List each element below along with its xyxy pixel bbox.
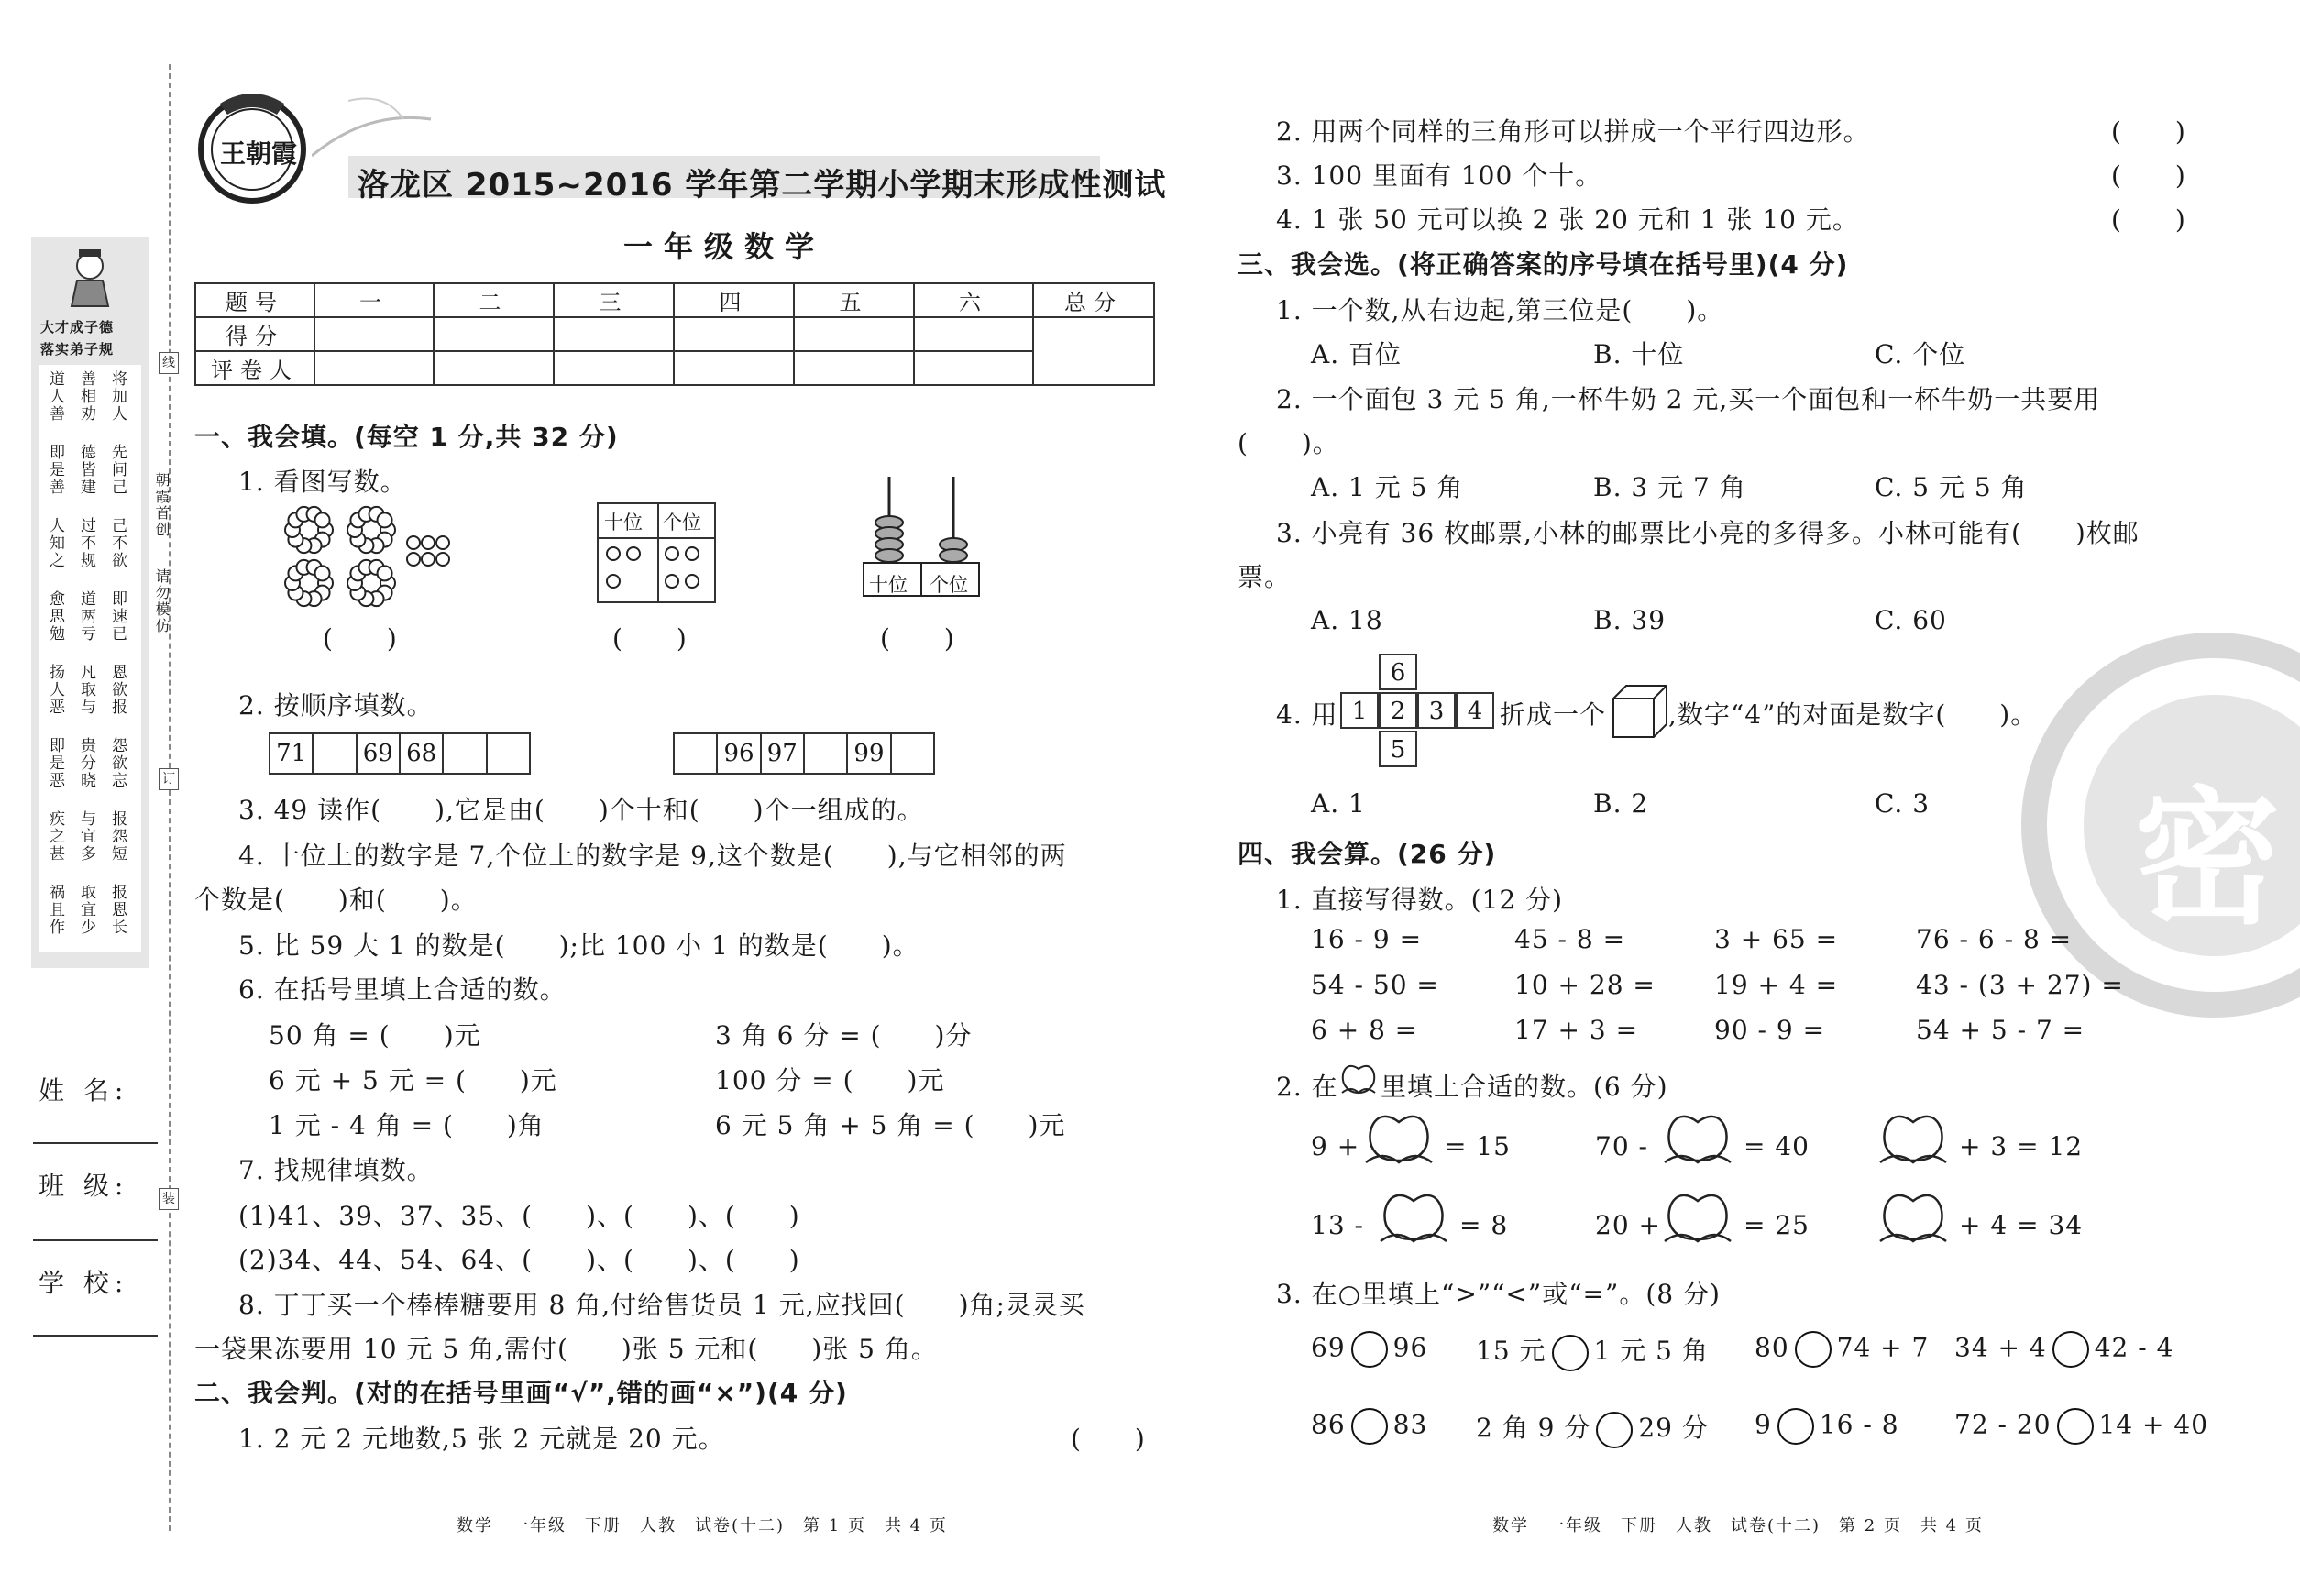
calc-item[interactable]: 43 - (3 + 27) = bbox=[1916, 970, 2124, 1000]
peach-eq-right: = 8 bbox=[1459, 1210, 1509, 1240]
ring bbox=[422, 553, 435, 566]
score-cell[interactable] bbox=[434, 317, 554, 351]
score-cell[interactable] bbox=[314, 317, 434, 351]
s3-q4-pre: 4. 用 bbox=[1276, 699, 1338, 730]
compare-right: 83 bbox=[1392, 1409, 1428, 1440]
score-header: 总分 bbox=[1033, 283, 1154, 317]
compare-circle-blank[interactable] bbox=[1552, 1335, 1589, 1371]
seq-cell: 96 bbox=[718, 734, 761, 773]
motto-column: 报怨短 bbox=[108, 810, 127, 863]
peach-eq-left: 9 + bbox=[1311, 1131, 1360, 1161]
peach-eq-left: 20 + bbox=[1595, 1210, 1661, 1240]
s1-q2: 2. 按顺序填数。 bbox=[238, 690, 434, 721]
s3-q3b: 票。 bbox=[1238, 562, 1292, 592]
motto-column: 过不规 bbox=[77, 517, 95, 569]
sidebar-motto-panel bbox=[31, 237, 149, 968]
s3-q4-post: ,数字“4”的对面是数字( )。 bbox=[1668, 699, 2038, 730]
s1-q6-item: 3 角 6 分 = ( )分 bbox=[715, 1020, 973, 1051]
score-cell[interactable] bbox=[554, 317, 674, 351]
compare-item bbox=[1311, 1331, 1427, 1368]
s1-q8b: 一袋果冻要用 10 元 5 角,需付( )张 5 元和( )张 5 角。 bbox=[194, 1334, 938, 1364]
compare-right: 16 - 8 bbox=[1819, 1409, 1899, 1440]
compare-circle-blank[interactable] bbox=[1777, 1408, 1814, 1445]
s3-option[interactable]: B. 3 元 7 角 bbox=[1593, 472, 1746, 502]
calc-item[interactable]: 90 - 9 = bbox=[1714, 1015, 1826, 1045]
s2-answer-blank[interactable]: ( ) bbox=[1071, 1424, 1146, 1454]
s3-q2b: ( )。 bbox=[1238, 428, 1339, 458]
compare-item bbox=[1476, 1408, 1709, 1448]
s2-answer-blank[interactable]: ( ) bbox=[2111, 204, 2186, 235]
scholar-icon bbox=[64, 244, 116, 308]
s3-q2a: 2. 一个面包 3 元 5 角,一杯牛奶 2 元,买一个面包和一杯牛奶一共要用 bbox=[1276, 384, 2101, 414]
compare-item bbox=[1954, 1331, 2173, 1368]
class-label: 班 级: bbox=[39, 1171, 129, 1201]
s3-option[interactable]: C. 3 bbox=[1875, 788, 1931, 819]
score-header: 题号 bbox=[195, 283, 314, 317]
calc-item[interactable]: 3 + 65 = bbox=[1714, 924, 1839, 954]
s3-option[interactable]: C. 个位 bbox=[1875, 339, 1966, 369]
compare-right: 96 bbox=[1392, 1332, 1428, 1363]
peach-eq-right: = 40 bbox=[1744, 1131, 1810, 1161]
class-field[interactable] bbox=[33, 1239, 158, 1241]
compare-circle-blank[interactable] bbox=[2052, 1331, 2089, 1368]
motto-column: 报恩长 bbox=[108, 884, 127, 936]
name-field[interactable] bbox=[33, 1142, 158, 1144]
watermark-char: 密 bbox=[2134, 773, 2282, 944]
ring bbox=[407, 536, 420, 549]
peach-icon bbox=[1338, 1062, 1379, 1098]
motto-column: 贵分晓 bbox=[77, 737, 95, 789]
net-cell: 2 bbox=[1379, 692, 1417, 729]
motto-column: 德皆建 bbox=[77, 444, 95, 496]
seq-cell: 97 bbox=[762, 734, 805, 773]
score-row-label: 得分 bbox=[195, 317, 314, 351]
total-score-cell[interactable] bbox=[1033, 317, 1154, 385]
peach-blank-icon[interactable] bbox=[1360, 1109, 1437, 1176]
ring bbox=[407, 553, 420, 566]
motto-column: 道两亏 bbox=[77, 590, 95, 643]
s1-q6-item: 50 角 = ( )元 bbox=[269, 1020, 481, 1051]
s3-q1: 1. 一个数,从右边起,第三位是( )。 bbox=[1276, 295, 1724, 325]
seq-cell: 71 bbox=[270, 734, 314, 773]
s3-q3a: 3. 小亮有 36 枚邮票,小林的邮票比小亮的多得多。小林可能有( )枚邮 bbox=[1276, 518, 2140, 548]
compare-left: 34 + 4 bbox=[1954, 1332, 2047, 1363]
score-header: 六 bbox=[914, 283, 1033, 317]
seq-cell[interactable] bbox=[675, 734, 718, 773]
net-cell: 6 bbox=[1379, 654, 1417, 690]
compare-left: 15 元 bbox=[1476, 1336, 1546, 1366]
s3-option[interactable]: B. 2 bbox=[1593, 788, 1649, 819]
footer-left: 数学 一年级 下册 人教 试卷(十二) 第 1 页 共 4 页 bbox=[457, 1516, 948, 1535]
section1-heading: 一、我会填。(每空 1 分,共 32 分) bbox=[194, 422, 619, 452]
motto-line-2: 落实弟子规 bbox=[40, 341, 115, 358]
s1-q8a: 8. 丁丁买一个棒棒糖要用 8 角,付给售货员 1 元,应找回( )角;灵灵买 bbox=[238, 1290, 1085, 1320]
peach-blank-icon[interactable] bbox=[1659, 1188, 1736, 1255]
peach-blank-icon[interactable] bbox=[1659, 1109, 1736, 1176]
compare-right: 42 - 4 bbox=[2094, 1332, 2174, 1363]
calc-item[interactable]: 45 - 8 = bbox=[1514, 924, 1626, 954]
calc-item[interactable]: 54 + 5 - 7 = bbox=[1916, 1015, 2085, 1045]
motto-column: 怨欲忘 bbox=[108, 737, 127, 789]
score-header: 二 bbox=[434, 283, 554, 317]
section4-heading: 四、我会算。(26 分) bbox=[1238, 839, 1497, 869]
net-cell: 4 bbox=[1456, 692, 1494, 729]
motto-column: 恩欲报 bbox=[108, 664, 127, 716]
net-cell: 1 bbox=[1340, 692, 1379, 729]
ring bbox=[436, 536, 449, 549]
abacus-tens-label: 十位 bbox=[869, 574, 908, 596]
peach-eq-left: 70 - bbox=[1595, 1131, 1648, 1161]
s2-item: 4. 1 张 50 元可以换 2 张 20 元和 1 张 10 元。 bbox=[1276, 204, 1859, 235]
compare-item bbox=[1954, 1408, 2208, 1445]
ring bbox=[436, 553, 449, 566]
s1-q1: 1. 看图写数。 bbox=[238, 467, 407, 497]
s2-item: 3. 100 里面有 100 个十。 bbox=[1276, 160, 1602, 191]
s2-item: 2. 用两个同样的三角形可以拼成一个平行四边形。 bbox=[1276, 116, 1870, 147]
seq-cell[interactable] bbox=[892, 734, 933, 773]
s2-item: 1. 2 元 2 元地数,5 张 2 元就是 20 元。 bbox=[238, 1424, 725, 1454]
tens-label: 十位 bbox=[604, 512, 643, 534]
calc-item[interactable]: 54 - 50 = bbox=[1311, 970, 1439, 1000]
s1-q3: 3. 49 读作( ),它是由( )个十和( )个一组成的。 bbox=[238, 795, 924, 825]
peach-eq-left: 13 - bbox=[1311, 1210, 1364, 1240]
grader-cell[interactable] bbox=[434, 351, 554, 385]
calc-item[interactable]: 76 - 6 - 8 = bbox=[1916, 924, 2073, 954]
seq-cell: 99 bbox=[848, 734, 891, 773]
score-table bbox=[194, 282, 1155, 386]
motto-column: 先问己 bbox=[108, 444, 127, 496]
ring bbox=[315, 512, 330, 527]
s1-q7: 7. 找规律填数。 bbox=[238, 1155, 434, 1185]
compare-left: 69 bbox=[1311, 1332, 1346, 1363]
ring-bundles-icon bbox=[280, 502, 454, 612]
compare-left: 72 - 20 bbox=[1954, 1409, 2052, 1440]
s1-q4b: 个数是( )和( )。 bbox=[194, 885, 478, 915]
sequence-box-2[interactable] bbox=[673, 732, 935, 775]
name-label: 姓 名: bbox=[39, 1075, 129, 1106]
score-cell[interactable] bbox=[794, 317, 914, 351]
motto-column: 即是恶 bbox=[46, 737, 64, 789]
exam-subtitle: 一年级数学 bbox=[623, 229, 826, 264]
seq-cell[interactable] bbox=[805, 734, 848, 773]
motto-column: 凡取与 bbox=[77, 664, 95, 716]
section3-heading: 三、我会选。(将正确答案的序号填在括号里)(4 分) bbox=[1238, 249, 1849, 280]
s3-option[interactable]: C. 5 元 5 角 bbox=[1875, 472, 2028, 502]
s4-q1: 1. 直接写得数。(12 分) bbox=[1276, 885, 1563, 915]
seq-cell[interactable] bbox=[314, 734, 357, 773]
compare-item bbox=[1311, 1408, 1427, 1445]
peach-blank-icon[interactable] bbox=[1875, 1188, 1952, 1255]
s1-q7a: (1)41、39、37、35、( )、( )、( ) bbox=[238, 1201, 800, 1231]
compare-circle-blank[interactable] bbox=[1351, 1331, 1388, 1368]
compare-circle-blank[interactable] bbox=[1351, 1408, 1388, 1445]
motto-column: 愈思勉 bbox=[46, 590, 64, 643]
motto-column: 取宜少 bbox=[77, 884, 95, 936]
grader-cell[interactable] bbox=[314, 351, 434, 385]
motto-columns bbox=[39, 365, 141, 952]
peach-eq-right: = 15 bbox=[1445, 1131, 1511, 1161]
motto-line-1: 大才成子德 bbox=[40, 319, 115, 336]
calc-item[interactable]: 6 + 8 = bbox=[1311, 1015, 1418, 1045]
score-header: 三 bbox=[554, 283, 674, 317]
compare-right: 74 + 7 bbox=[1836, 1332, 1930, 1363]
peach-blank-icon[interactable] bbox=[1375, 1188, 1452, 1255]
logo-text: 王朝霞 bbox=[220, 138, 298, 169]
school-label: 学 校: bbox=[39, 1268, 129, 1298]
s1-q7b: (2)34、44、54、64、( )、( )、( ) bbox=[238, 1245, 800, 1275]
peach-eq-right: = 25 bbox=[1744, 1210, 1810, 1240]
s4-q2-post: 里填上合适的数。(6 分) bbox=[1381, 1072, 1668, 1102]
net-cell: 3 bbox=[1417, 692, 1456, 729]
motto-column: 将加人 bbox=[108, 370, 127, 423]
s1-q6-item: 6 元 + 5 元 = ( )元 bbox=[269, 1065, 557, 1095]
ring bbox=[378, 566, 392, 580]
compare-left: 2 角 9 分 bbox=[1476, 1413, 1591, 1443]
sequence-box-1[interactable] bbox=[269, 732, 531, 775]
motto-column: 疾之甚 bbox=[46, 810, 64, 863]
ones-label: 个位 bbox=[663, 512, 701, 534]
ring bbox=[315, 566, 330, 580]
compare-right: 14 + 40 bbox=[2098, 1409, 2209, 1440]
s1-q4a: 4. 十位上的数字是 7,个位上的数字是 9,这个数是( ),与它相邻的两 bbox=[238, 841, 1067, 871]
ribbon-decoration bbox=[312, 92, 440, 165]
s3-option[interactable]: A. 1 元 5 角 bbox=[1311, 472, 1464, 502]
grader-cell[interactable] bbox=[674, 351, 794, 385]
motto-column: 人知之 bbox=[46, 517, 64, 569]
s3-option[interactable]: B. 十位 bbox=[1593, 339, 1685, 369]
s2-answer-blank[interactable]: ( ) bbox=[2111, 116, 2186, 147]
compare-circle-blank[interactable] bbox=[1596, 1412, 1633, 1448]
net-cell: 5 bbox=[1379, 731, 1417, 767]
ring bbox=[378, 512, 392, 527]
calc-item[interactable]: 16 - 9 = bbox=[1311, 924, 1423, 954]
s3-option[interactable]: A. 1 bbox=[1311, 788, 1366, 819]
ring bbox=[422, 536, 435, 549]
motto-column: 善相劝 bbox=[77, 370, 95, 423]
s1-q5: 5. 比 59 大 1 的数是( );比 100 小 1 的数是( )。 bbox=[238, 930, 919, 961]
s3-option[interactable]: A. 百位 bbox=[1311, 339, 1403, 369]
s1-q6-item: 1 元 - 4 角 = ( )角 bbox=[269, 1110, 545, 1140]
abacus-ones-label: 个位 bbox=[930, 574, 968, 596]
calc-item[interactable]: 10 + 28 = bbox=[1514, 970, 1656, 1000]
grader-cell[interactable] bbox=[914, 351, 1033, 385]
motto-column: 即速已 bbox=[108, 590, 127, 643]
compare-circle-blank[interactable] bbox=[2057, 1408, 2094, 1445]
s4-q2-pre: 2. 在 bbox=[1276, 1072, 1338, 1102]
seal-mark-1: 线 bbox=[159, 352, 179, 374]
s4-q3: 3. 在○里填上“>”“<”或“=”。(8 分) bbox=[1276, 1279, 1721, 1309]
s3-option[interactable]: C. 60 bbox=[1875, 605, 1947, 635]
compare-item bbox=[1476, 1331, 1709, 1371]
peach-blank-icon[interactable] bbox=[1875, 1109, 1952, 1176]
calc-item[interactable]: 19 + 4 = bbox=[1714, 970, 1839, 1000]
s1-q6-item: 6 元 5 角 + 5 角 = ( )元 bbox=[715, 1110, 1066, 1140]
grader-cell[interactable] bbox=[554, 351, 674, 385]
peach-eq-right: + 3 = 12 bbox=[1959, 1131, 2084, 1161]
s1-q1-blank-2[interactable]: ( ) bbox=[612, 623, 688, 654]
motto-column: 扬人恶 bbox=[46, 664, 64, 716]
footer-right: 数学 一年级 下册 人教 试卷(十二) 第 2 页 共 4 页 bbox=[1492, 1516, 1984, 1535]
watermark-seal bbox=[2021, 633, 2300, 1018]
seq-cell[interactable] bbox=[444, 734, 487, 773]
score-header: 五 bbox=[794, 283, 914, 317]
score-header: 四 bbox=[674, 283, 794, 317]
peach-eq-right: + 4 = 34 bbox=[1959, 1210, 2084, 1240]
compare-left: 86 bbox=[1311, 1409, 1346, 1440]
compare-right: 29 分 bbox=[1638, 1413, 1709, 1443]
s1-q1-blank-1[interactable]: ( ) bbox=[323, 623, 398, 654]
compare-circle-blank[interactable] bbox=[1795, 1331, 1832, 1368]
motto-column: 祸且作 bbox=[46, 884, 64, 936]
compare-right: 1 元 5 角 bbox=[1593, 1336, 1709, 1366]
grader-cell[interactable] bbox=[794, 351, 914, 385]
motto-column: 道人善 bbox=[46, 370, 64, 423]
s1-q1-blank-3[interactable]: ( ) bbox=[880, 623, 955, 654]
exam-title: 洛龙区 2015~2016 学年第二学期小学期末形成性测试 bbox=[358, 167, 1167, 204]
motto-column: 与宜多 bbox=[77, 810, 95, 863]
motto-column: 即是善 bbox=[46, 444, 64, 496]
school-field[interactable] bbox=[33, 1335, 158, 1337]
binding-line bbox=[169, 64, 171, 1531]
motto-column: 己不欲 bbox=[108, 517, 127, 569]
s2-answer-blank[interactable]: ( ) bbox=[2111, 160, 2186, 191]
score-cell[interactable] bbox=[674, 317, 794, 351]
score-cell[interactable] bbox=[914, 317, 1033, 351]
cube-icon bbox=[1612, 684, 1668, 739]
seq-cell[interactable] bbox=[488, 734, 529, 773]
s3-option[interactable]: A. 18 bbox=[1311, 605, 1383, 635]
score-header: 一 bbox=[314, 283, 434, 317]
section2-heading: 二、我会判。(对的在括号里画“√”,错的画“×”)(4 分) bbox=[194, 1378, 848, 1408]
margin-note-1: 朝霞首创 bbox=[153, 472, 171, 538]
s1-q6: 6. 在括号里填上合适的数。 bbox=[238, 974, 567, 1005]
seal-mark-2: 订 bbox=[159, 768, 179, 790]
seq-cell: 69 bbox=[358, 734, 401, 773]
seq-cell: 68 bbox=[401, 734, 444, 773]
compare-item bbox=[1755, 1408, 1899, 1445]
compare-left: 80 bbox=[1755, 1332, 1789, 1363]
s3-q4-mid: 折成一个 bbox=[1500, 699, 1607, 730]
s3-option[interactable]: B. 39 bbox=[1593, 605, 1667, 635]
place-value-chart bbox=[597, 502, 716, 603]
grader-row-label: 评卷人 bbox=[195, 351, 314, 385]
seal-mark-3: 装 bbox=[159, 1188, 179, 1210]
s1-q6-item: 100 分 = ( )元 bbox=[715, 1065, 945, 1095]
calc-item[interactable]: 17 + 3 = bbox=[1514, 1015, 1639, 1045]
margin-note-2: 请勿模仿 bbox=[153, 568, 171, 634]
compare-left: 9 bbox=[1755, 1409, 1772, 1440]
compare-item bbox=[1755, 1331, 1929, 1368]
